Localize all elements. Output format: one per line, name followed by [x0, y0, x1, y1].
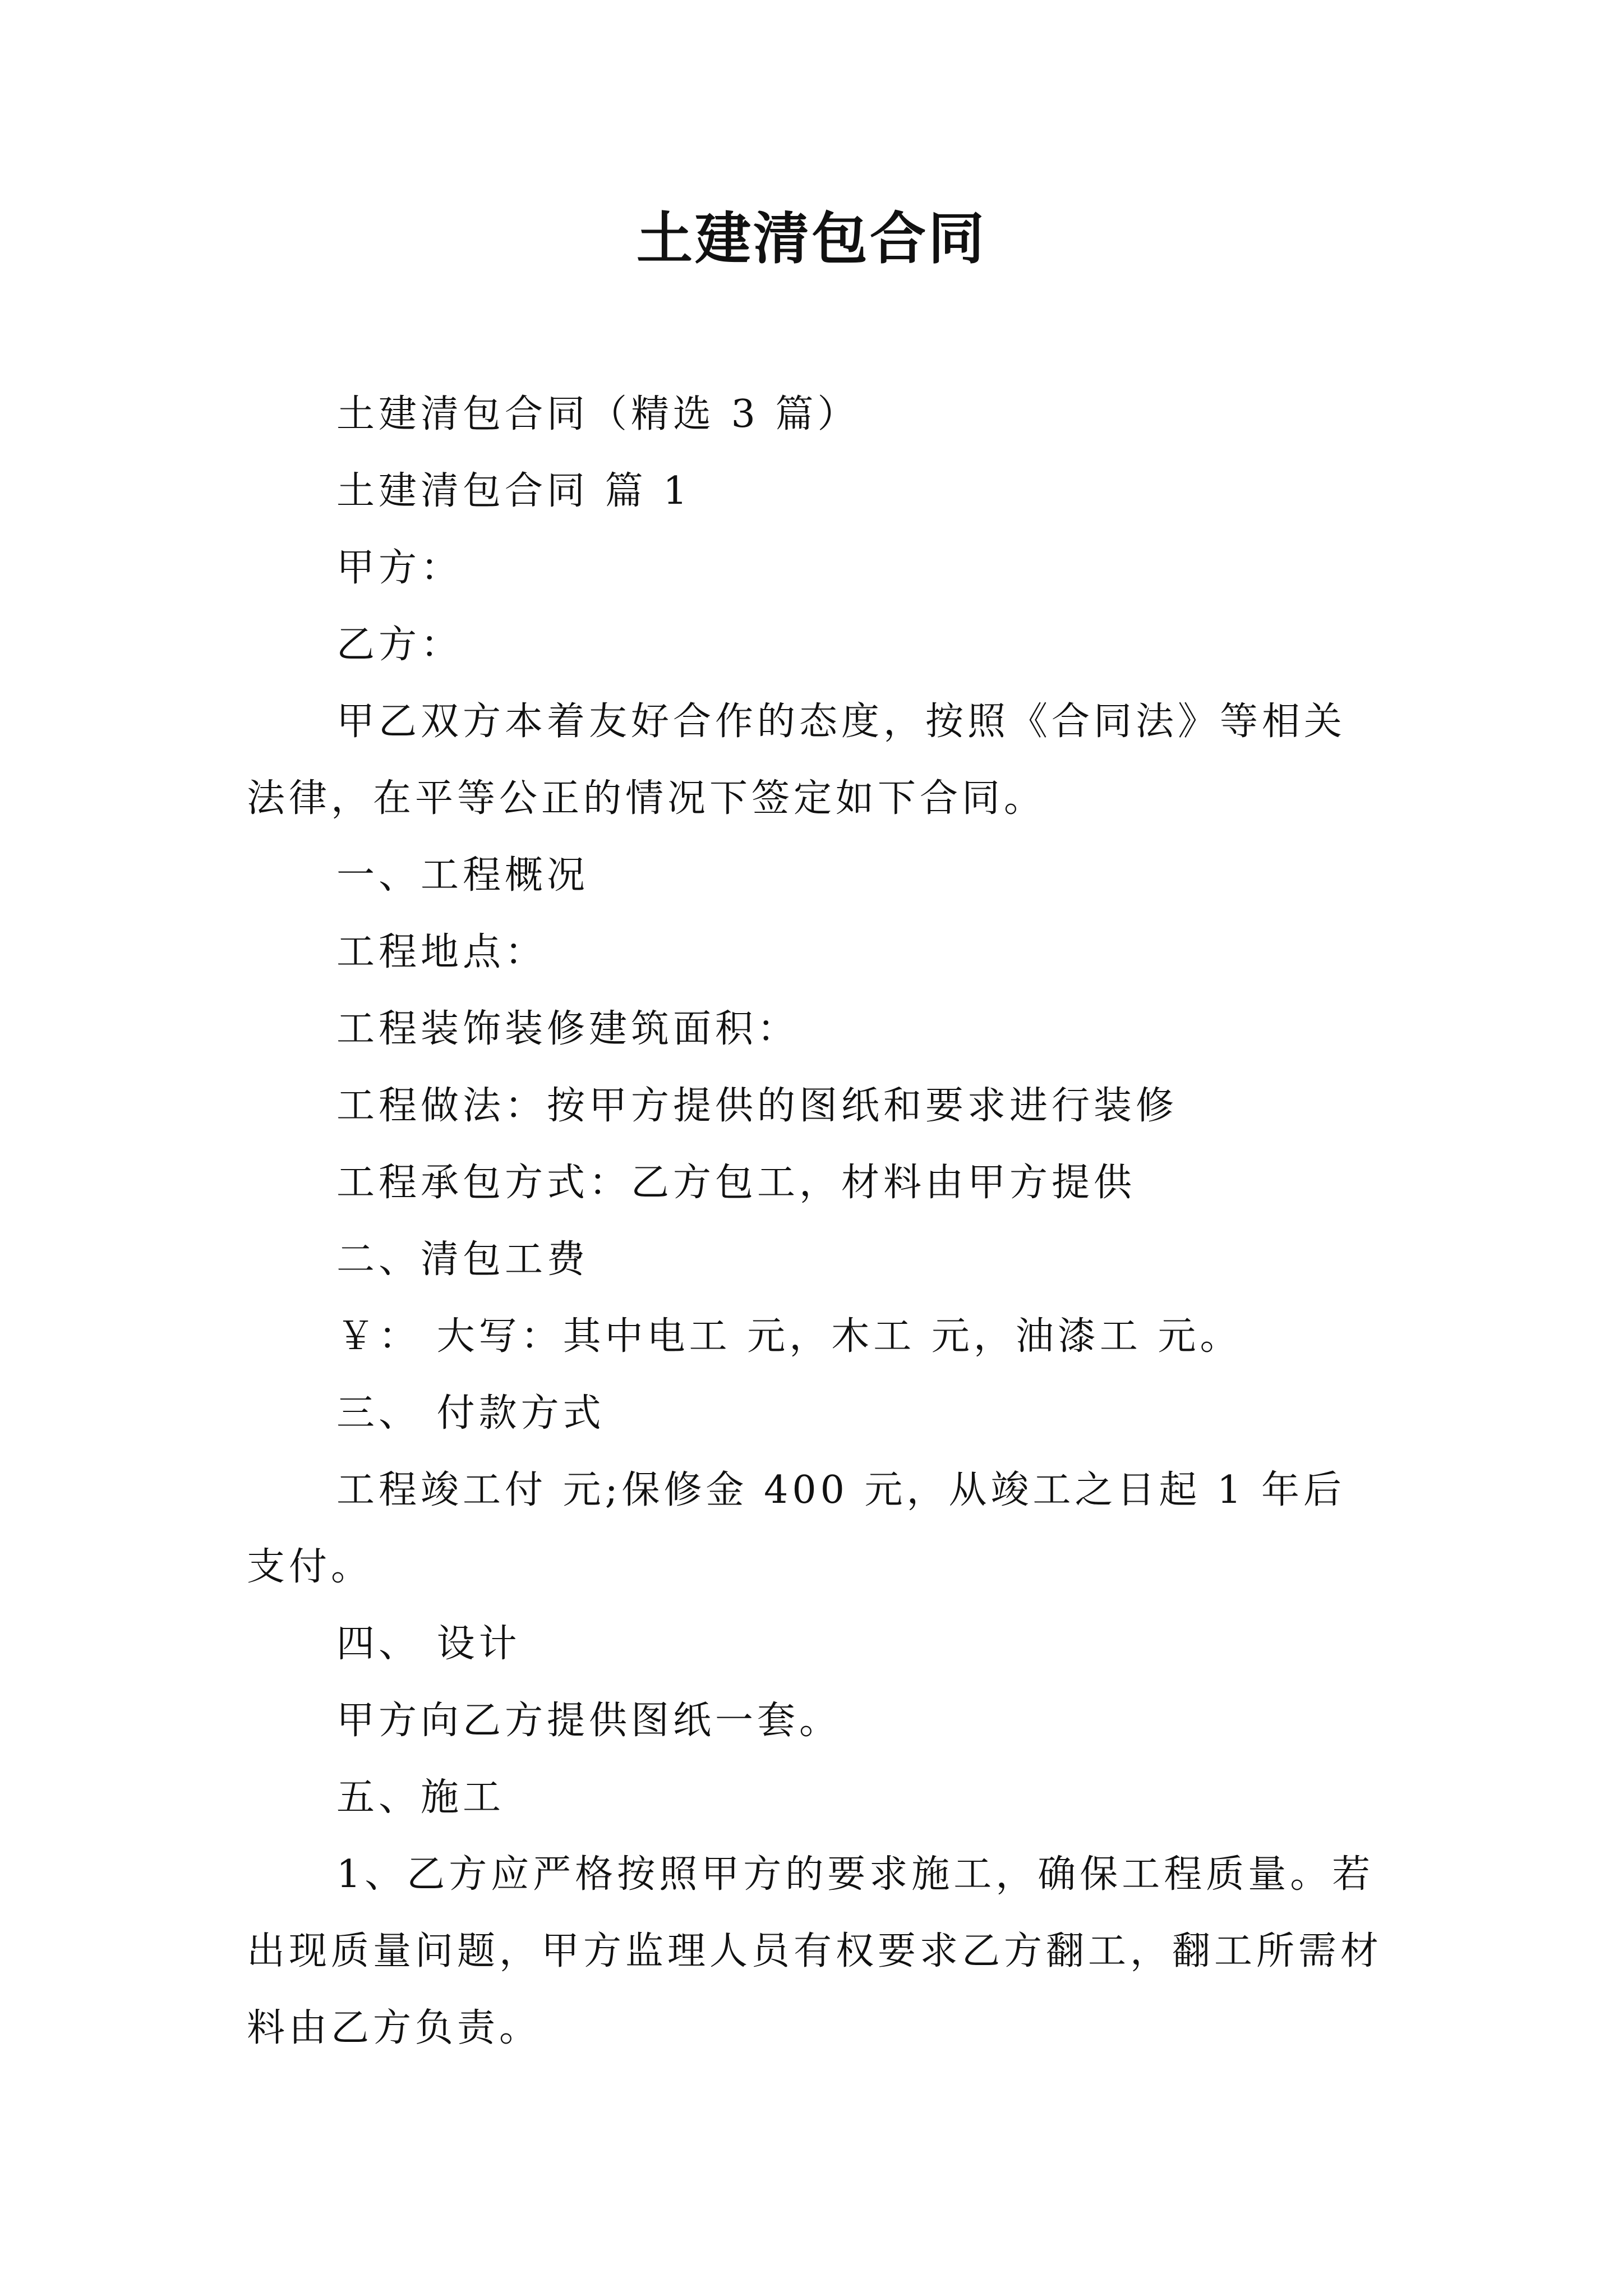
paragraph-preamble: 甲乙双方本着友好合作的态度，按照《合同法》等相关法律，在平等公正的情况下签定如下合同。: [247, 700, 1347, 821]
paragraph-construction-1: 1、乙方应严格按照甲方的要求施工，确保工程质量。若出现质量问题，甲方监理人员有权要求乙方翻工，翻工所需材料由乙方负责。: [247, 1852, 1383, 2050]
paragraph-design: 甲方向乙方提供图纸一套。: [336, 1699, 842, 1743]
document-title: 土建清包合同: [637, 205, 986, 272]
paragraph-payment: 工程竣工付 元;保修金 400 元，从竣工之日起 1 年后支付。: [247, 1468, 1346, 1589]
paragraph-party-b: 乙方：: [336, 623, 463, 667]
paragraph-location: 工程地点：: [336, 930, 547, 974]
paragraph-contract-mode: 工程承包方式：乙方包工，材料由甲方提供: [336, 1161, 1136, 1205]
section-heading-design: 四、 设计: [336, 1622, 521, 1666]
document-body: [247, 376, 1385, 2067]
section-heading-construction: 五、施工: [336, 1775, 505, 1820]
section-heading-fees: 二、清包工费: [336, 1237, 589, 1282]
paragraph-method: 工程做法：按甲方提供的图纸和要求进行装修: [336, 1084, 1178, 1128]
paragraph-area: 工程装饰装修建筑面积：: [336, 1007, 800, 1051]
paragraph-fees: ￥： 大写：其中电工 元，木工 元，油漆工 元。: [336, 1314, 1242, 1359]
paragraph-part-heading: 土建清包合同 篇 1: [336, 469, 691, 513]
section-heading-payment: 三、 付款方式: [336, 1391, 605, 1435]
paragraph-party-a: 甲方：: [336, 546, 463, 590]
section-heading-overview: 一、工程概况: [336, 853, 589, 898]
paragraph-subtitle: 土建清包合同（精选 3 篇）: [336, 392, 860, 436]
